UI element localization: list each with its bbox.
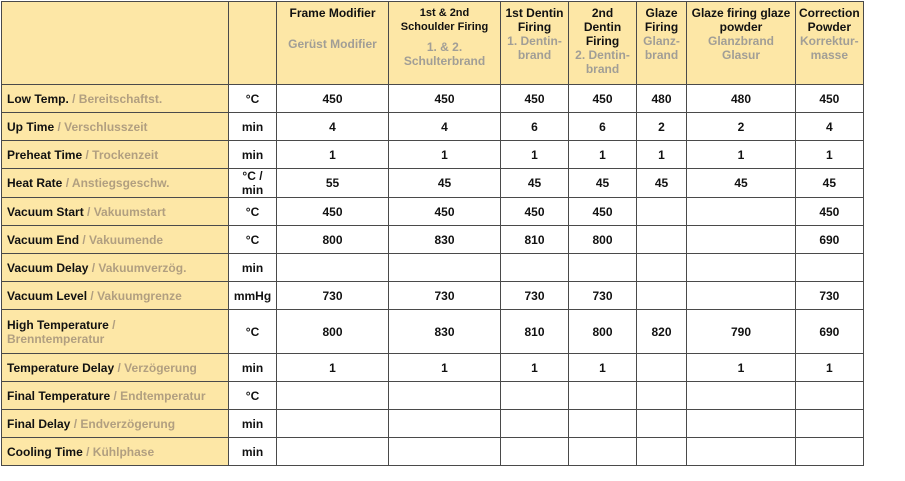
column-header-shoulder-firing — [389, 2, 501, 85]
header-row — [2, 2, 864, 85]
unit-cell: min — [229, 141, 277, 169]
parameter-label — [2, 85, 229, 113]
column-title-de: Korrektur-masse — [800, 34, 859, 62]
value-cell: 730 — [501, 282, 569, 310]
value-cell: 800 — [569, 310, 637, 354]
parameter-name-en: Vacuum End — [7, 232, 80, 247]
table-row — [2, 282, 864, 310]
value-cell: 730 — [569, 282, 637, 310]
value-cell: 45 — [569, 169, 637, 198]
parameter-label — [2, 254, 229, 282]
value-cell — [637, 382, 687, 410]
value-cell: 55 — [277, 169, 389, 198]
parameter-name-en: Vacuum Start — [7, 204, 84, 219]
value-cell: 810 — [501, 226, 569, 254]
table-row — [2, 382, 864, 410]
column-title-de: Gerüst Modifier — [288, 37, 377, 51]
parameter-separator: / — [62, 176, 72, 190]
value-cell: 450 — [501, 198, 569, 226]
table-row — [2, 354, 864, 382]
parameter-name-en: Preheat Time — [7, 147, 83, 162]
value-cell: 450 — [569, 198, 637, 226]
parameter-name-en: Vacuum Level — [7, 288, 88, 303]
column-title-en: 1st Dentin Firing — [505, 6, 564, 34]
parameter-label — [2, 382, 229, 410]
value-cell — [501, 382, 569, 410]
parameter-name-en: Temperature Delay — [7, 360, 115, 375]
value-cell — [796, 410, 864, 438]
value-cell — [637, 410, 687, 438]
value-cell: 45 — [501, 169, 569, 198]
parameter-name-de: Endtemperatur — [120, 388, 206, 403]
value-cell: 790 — [687, 310, 796, 354]
value-cell — [637, 354, 687, 382]
value-cell — [637, 198, 687, 226]
value-cell: 730 — [277, 282, 389, 310]
value-cell: 1 — [687, 141, 796, 169]
value-cell — [277, 438, 389, 466]
value-cell: 810 — [501, 310, 569, 354]
parameter-separator: / — [83, 204, 94, 219]
value-cell: 730 — [389, 282, 501, 310]
parameter-label — [2, 113, 229, 141]
parameter-separator: / — [82, 444, 93, 459]
value-cell: 1 — [687, 354, 796, 382]
column-header-glaze-powder — [687, 2, 796, 85]
parameter-separator: / — [108, 317, 116, 332]
column-title-de: Glanzbrand Glasur — [707, 34, 774, 62]
firing-program-table — [1, 1, 864, 466]
value-cell: 1 — [569, 354, 637, 382]
parameter-separator: / — [79, 232, 90, 247]
value-cell: 1 — [501, 354, 569, 382]
parameter-separator: / — [70, 416, 81, 431]
table-row — [2, 85, 864, 113]
value-cell: 45 — [637, 169, 687, 198]
value-cell: 1 — [389, 354, 501, 382]
value-cell: 45 — [796, 169, 864, 198]
parameter-name-de: Vakuumstart — [93, 204, 166, 219]
parameter-separator: / — [110, 388, 121, 403]
value-cell — [277, 410, 389, 438]
parameter-separator: / — [54, 119, 65, 134]
value-cell — [389, 254, 501, 282]
value-cell: 480 — [687, 85, 796, 113]
value-cell — [277, 382, 389, 410]
value-cell: 820 — [637, 310, 687, 354]
value-cell — [796, 382, 864, 410]
parameter-label — [2, 282, 229, 310]
parameter-label — [2, 169, 229, 198]
parameter-name-en: Final Temperature — [7, 388, 111, 403]
value-cell — [569, 410, 637, 438]
value-cell: 450 — [796, 198, 864, 226]
column-title-en: Glaze firing glaze powder — [691, 6, 791, 34]
table-row — [2, 113, 864, 141]
unit-cell: mmHg — [229, 282, 277, 310]
value-cell: 450 — [501, 85, 569, 113]
value-cell: 6 — [569, 113, 637, 141]
column-header-glaze-firing — [637, 2, 687, 85]
column-title-de: Glanz-brand — [643, 34, 680, 62]
parameter-name-de: Verschlusszeit — [64, 119, 148, 134]
value-cell: 6 — [501, 113, 569, 141]
table-row — [2, 226, 864, 254]
value-cell — [389, 382, 501, 410]
value-cell — [637, 226, 687, 254]
parameter-separator: / — [114, 360, 125, 375]
value-cell — [569, 382, 637, 410]
parameter-name-en: Heat Rate — [7, 176, 63, 190]
column-title-en: Frame Modifier — [289, 6, 376, 20]
value-cell — [501, 410, 569, 438]
parameter-name-de: Anstiegsgeschw. — [71, 176, 170, 190]
column-title-de: 2. Dentin-brand — [575, 48, 630, 76]
value-cell: 450 — [796, 85, 864, 113]
column-header-2nd-dentin — [569, 2, 637, 85]
parameter-separator: / — [87, 288, 98, 303]
unit-cell: °C — [229, 198, 277, 226]
table-row — [2, 310, 864, 354]
value-cell — [687, 254, 796, 282]
header-unit-corner — [229, 2, 277, 85]
value-cell: 450 — [569, 85, 637, 113]
table-row — [2, 198, 864, 226]
column-header-frame-modifier — [277, 2, 389, 85]
value-cell — [687, 410, 796, 438]
parameter-name-en: Cooling Time — [7, 444, 83, 459]
parameter-label — [2, 310, 229, 354]
parameter-name-de: Verzögerung — [124, 360, 197, 375]
table-body — [2, 85, 864, 466]
value-cell: 1 — [796, 141, 864, 169]
table-row — [2, 410, 864, 438]
value-cell: 4 — [277, 113, 389, 141]
parameter-name-de: Vakuumverzög. — [98, 260, 187, 275]
column-title-de: 1. Dentin-brand — [507, 34, 562, 62]
value-cell: 800 — [277, 310, 389, 354]
value-cell: 730 — [796, 282, 864, 310]
column-header-correction-powder — [796, 2, 864, 85]
value-cell: 830 — [389, 310, 501, 354]
value-cell: 800 — [277, 226, 389, 254]
parameter-name-de: Vakuumgrenze — [97, 288, 182, 303]
value-cell — [501, 254, 569, 282]
parameter-name-en: High Temperature — [7, 317, 109, 332]
parameter-name-en: Up Time — [7, 119, 55, 134]
parameter-label — [2, 410, 229, 438]
value-cell: 2 — [687, 113, 796, 141]
column-title-en: Correction Powder — [799, 6, 860, 34]
value-cell — [687, 438, 796, 466]
value-cell: 480 — [637, 85, 687, 113]
parameter-name-en: Final Delay — [7, 416, 71, 431]
unit-cell: min — [229, 438, 277, 466]
value-cell: 1 — [796, 354, 864, 382]
column-title-en: 2nd Dentin Firing — [583, 6, 622, 48]
value-cell: 800 — [569, 226, 637, 254]
unit-cell: min — [229, 410, 277, 438]
value-cell: 45 — [389, 169, 501, 198]
value-cell — [569, 438, 637, 466]
parameter-name-de: Trockenzeit — [92, 147, 159, 162]
value-cell: 450 — [389, 198, 501, 226]
parameter-separator: / — [88, 260, 99, 275]
value-cell: 2 — [637, 113, 687, 141]
value-cell: 4 — [389, 113, 501, 141]
unit-cell: °C — [229, 85, 277, 113]
value-cell — [389, 438, 501, 466]
value-cell — [501, 438, 569, 466]
parameter-label — [2, 438, 229, 466]
table-row — [2, 141, 864, 169]
parameter-separator: / — [82, 147, 93, 162]
unit-cell: min — [229, 354, 277, 382]
value-cell — [637, 254, 687, 282]
value-cell — [687, 226, 796, 254]
value-cell: 690 — [796, 310, 864, 354]
parameter-name-en: Low Temp. — [7, 91, 69, 106]
value-cell — [796, 438, 864, 466]
unit-cell: min — [229, 254, 277, 282]
parameter-name-en: Vacuum Delay — [7, 260, 89, 275]
value-cell: 450 — [277, 85, 389, 113]
column-title-de: 1. & 2. Schulterbrand — [403, 40, 486, 68]
unit-cell: min — [229, 113, 277, 141]
value-cell — [687, 382, 796, 410]
column-title-en: Glaze Firing — [644, 6, 679, 34]
parameter-name-de: Kühlphase — [92, 444, 155, 459]
unit-cell: °C — [229, 382, 277, 410]
value-cell: 1 — [637, 141, 687, 169]
value-cell — [569, 254, 637, 282]
value-cell — [637, 438, 687, 466]
table-row — [2, 254, 864, 282]
value-cell — [277, 254, 389, 282]
parameter-label — [2, 226, 229, 254]
value-cell — [796, 254, 864, 282]
unit-cell: °C — [229, 310, 277, 354]
parameter-separator: / — [68, 91, 79, 106]
value-cell: 830 — [389, 226, 501, 254]
value-cell: 1 — [277, 354, 389, 382]
value-cell: 1 — [389, 141, 501, 169]
value-cell — [389, 410, 501, 438]
value-cell — [687, 198, 796, 226]
value-cell: 1 — [569, 141, 637, 169]
value-cell: 450 — [277, 198, 389, 226]
unit-cell: °C — [229, 226, 277, 254]
parameter-name-de: Brenntemperatur — [7, 331, 105, 346]
column-title-en: 1st & 2nd Schoulder Firing — [400, 7, 489, 33]
table-row — [2, 438, 864, 466]
value-cell: 450 — [389, 85, 501, 113]
column-header-1st-dentin — [501, 2, 569, 85]
value-cell: 690 — [796, 226, 864, 254]
value-cell — [687, 282, 796, 310]
header-corner — [2, 2, 229, 85]
unit-cell: °C / min — [229, 169, 277, 198]
value-cell: 45 — [687, 169, 796, 198]
parameter-name-de: Bereitschaftst. — [78, 91, 163, 106]
value-cell — [637, 282, 687, 310]
table-row — [2, 169, 864, 198]
value-cell: 1 — [277, 141, 389, 169]
parameter-name-de: Vakuumende — [89, 232, 164, 247]
parameter-name-de: Endverzögerung — [80, 416, 176, 431]
value-cell: 1 — [501, 141, 569, 169]
parameter-label — [2, 141, 229, 169]
parameter-label — [2, 198, 229, 226]
value-cell: 4 — [796, 113, 864, 141]
parameter-label — [2, 354, 229, 382]
